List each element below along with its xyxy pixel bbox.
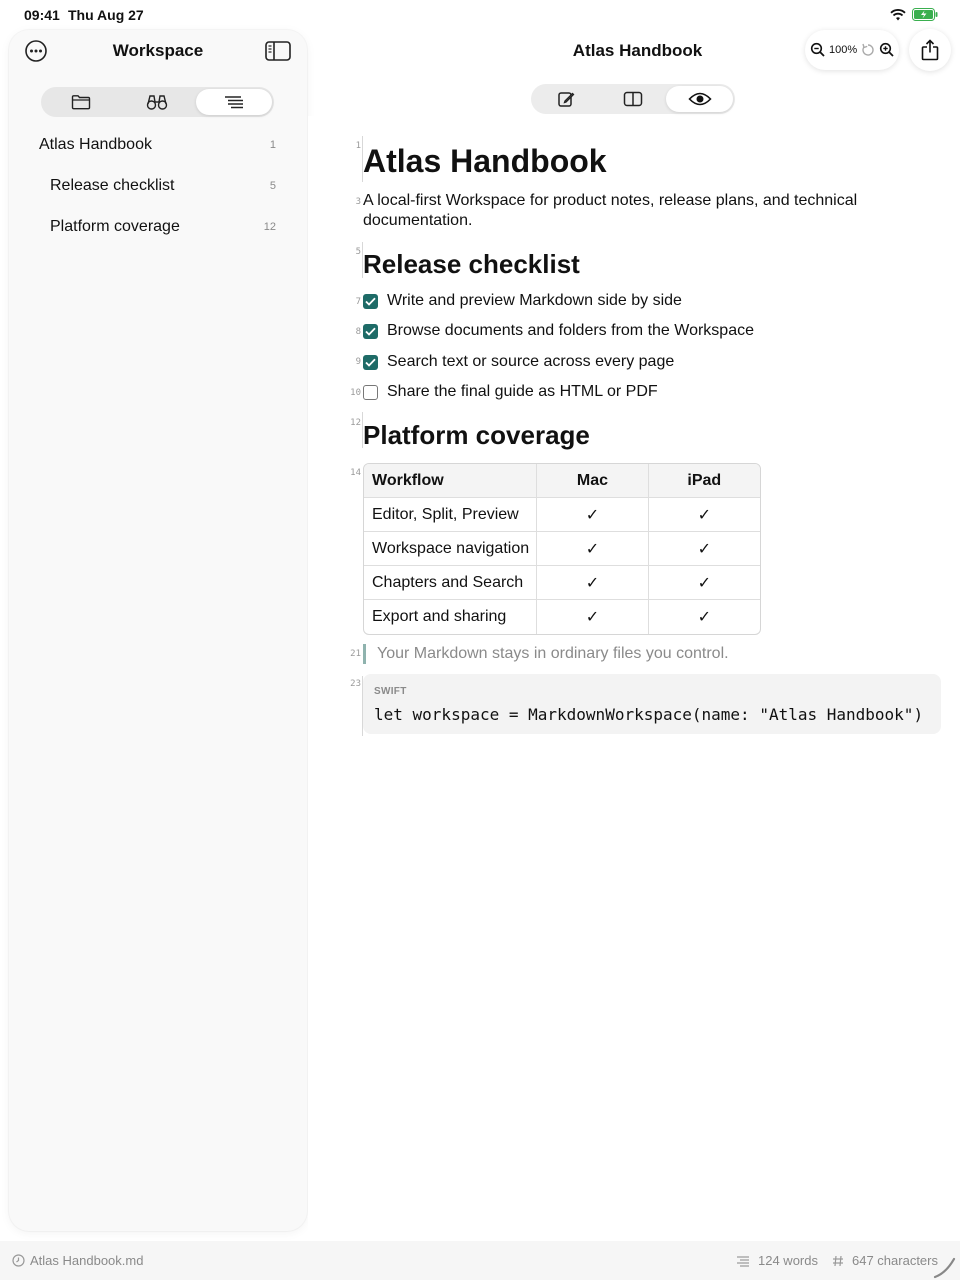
outline-item-atlas-handbook[interactable] <box>9 128 307 169</box>
text-lines-icon <box>736 1255 750 1267</box>
code-language: SWIFT <box>374 686 407 697</box>
binoculars-icon <box>146 94 168 110</box>
checkbox-checked[interactable] <box>363 355 378 370</box>
line-number: 12 <box>350 418 361 428</box>
files-tab[interactable] <box>43 89 119 115</box>
preview-eye-icon <box>688 91 712 107</box>
platform-table <box>363 463 761 635</box>
zoom-in-icon[interactable] <box>879 42 895 58</box>
sidebar <box>9 30 307 1231</box>
share-button[interactable] <box>909 29 951 71</box>
sidebar-title: Workspace <box>112 41 204 60</box>
table-header: Workflow <box>364 464 537 498</box>
table-cell: ✓ <box>537 532 648 566</box>
preview-pane <box>308 116 960 1241</box>
line-number: 21 <box>350 649 361 659</box>
task-text: Browse documents and folders from the Workspace <box>387 322 754 339</box>
file-indicator <box>12 1253 143 1268</box>
line-number-gutter <box>340 116 364 736</box>
zoom-reset-icon[interactable] <box>861 43 875 57</box>
table-cell: ✓ <box>537 566 648 600</box>
task-text: Search text or source across every page <box>387 353 675 370</box>
status-footer <box>0 1241 960 1280</box>
zoom-out-icon[interactable] <box>810 42 826 58</box>
checkmark-icon <box>365 297 376 306</box>
character-count-text: 647 characters <box>852 1253 938 1268</box>
battery-charging-icon <box>912 8 938 21</box>
outline-item-line: 12 <box>263 221 276 233</box>
checkmark-icon <box>365 327 376 336</box>
checkmark-icon <box>365 358 376 367</box>
checkbox-checked[interactable] <box>363 294 378 309</box>
table-cell: ✓ <box>697 609 712 626</box>
task-item <box>363 351 674 373</box>
line-number: 8 <box>355 327 361 337</box>
outline-item-line: 1 <box>269 139 276 151</box>
outline-item-label: Release checklist <box>50 177 175 194</box>
table-cell: ✓ <box>649 532 760 566</box>
word-count <box>736 1253 818 1268</box>
outline-list-icon <box>224 95 244 109</box>
outline-item-release-checklist[interactable] <box>9 169 307 210</box>
table-cell: ✓ <box>649 566 760 600</box>
line-number: 7 <box>355 297 361 307</box>
table-cell: ✓ <box>649 498 760 532</box>
line-number: 5 <box>355 247 361 257</box>
line-number: 9 <box>355 357 361 367</box>
status-bar <box>0 0 960 30</box>
line-number: 23 <box>350 679 361 689</box>
preview-mode-tab[interactable] <box>666 86 733 112</box>
split-view-icon <box>623 91 643 107</box>
status-time: 09:41 <box>24 7 60 23</box>
file-name: Atlas Handbook.md <box>30 1253 144 1268</box>
document-title: Atlas Handbook <box>572 41 703 60</box>
table-cell: Chapters and Search <box>364 566 537 600</box>
blockquote-text: Your Markdown stays in ordinary files you control. <box>377 645 729 662</box>
code-text: let workspace = MarkdownWorkspace(name: "Atlas Handbook") <box>374 705 924 724</box>
outline-item-platform-coverage[interactable] <box>9 210 307 251</box>
table-row <box>364 600 760 634</box>
table-cell: ✓ <box>537 498 648 532</box>
wifi-icon <box>890 9 906 21</box>
split-mode-tab[interactable] <box>600 86 667 112</box>
blockquote-bar <box>363 644 366 664</box>
task-item <box>363 290 682 312</box>
code-block <box>363 674 941 734</box>
sidebar-view-picker <box>41 87 274 117</box>
outline-item-label: Atlas Handbook <box>39 136 152 153</box>
resize-handle-icon[interactable] <box>932 1255 956 1279</box>
edit-icon <box>557 90 575 108</box>
view-mode-picker <box>531 84 735 114</box>
section-heading-platform-coverage: Platform coverage <box>363 420 590 450</box>
sidebar-header <box>9 30 307 72</box>
table-header: iPad <box>649 464 760 498</box>
outline-item-label: Platform coverage <box>50 218 180 235</box>
task-text: Write and preview Markdown side by side <box>387 292 682 309</box>
outline-tab[interactable] <box>196 89 272 115</box>
line-number: 14 <box>350 468 361 478</box>
character-count <box>832 1253 938 1268</box>
line-number: 10 <box>350 388 361 398</box>
checkbox-unchecked[interactable] <box>363 385 378 400</box>
outline-list <box>9 128 307 251</box>
task-text: Share the final guide as HTML or PDF <box>387 383 658 400</box>
table-header-row <box>364 464 760 498</box>
table-row <box>364 532 760 566</box>
editor-mode-tab[interactable] <box>533 86 600 112</box>
sidebar-toggle-icon[interactable] <box>265 40 291 62</box>
table-row <box>364 498 760 532</box>
search-tab[interactable] <box>119 89 195 115</box>
folder-icon <box>71 94 91 110</box>
document-heading: Atlas Handbook <box>363 143 607 179</box>
zoom-control <box>805 30 899 70</box>
table-cell: Export and sharing <box>364 600 537 634</box>
checkbox-checked[interactable] <box>363 324 378 339</box>
task-item <box>363 320 754 342</box>
line-number: 1 <box>355 141 361 151</box>
table-row <box>364 566 760 600</box>
line-number: 3 <box>355 197 361 207</box>
table-header: Mac <box>537 464 648 498</box>
hash-icon <box>832 1255 844 1267</box>
intro-paragraph: A local-first Workspace for product notes, release plans, and technical documentation. <box>363 192 858 229</box>
status-icons <box>890 8 938 21</box>
clock-icon <box>12 1254 25 1267</box>
share-icon <box>921 39 939 61</box>
table-cell: ✓ <box>537 600 648 634</box>
status-date: Thu Aug 27 <box>68 7 144 23</box>
table-cell: Workspace navigation <box>364 532 537 566</box>
outline-item-line: 5 <box>269 180 276 192</box>
table-cell: Editor, Split, Preview <box>364 498 537 532</box>
zoom-level: 100% <box>829 44 858 56</box>
task-item <box>363 381 658 403</box>
section-heading-release-checklist: Release checklist <box>363 249 580 279</box>
word-count-text: 124 words <box>758 1253 818 1268</box>
